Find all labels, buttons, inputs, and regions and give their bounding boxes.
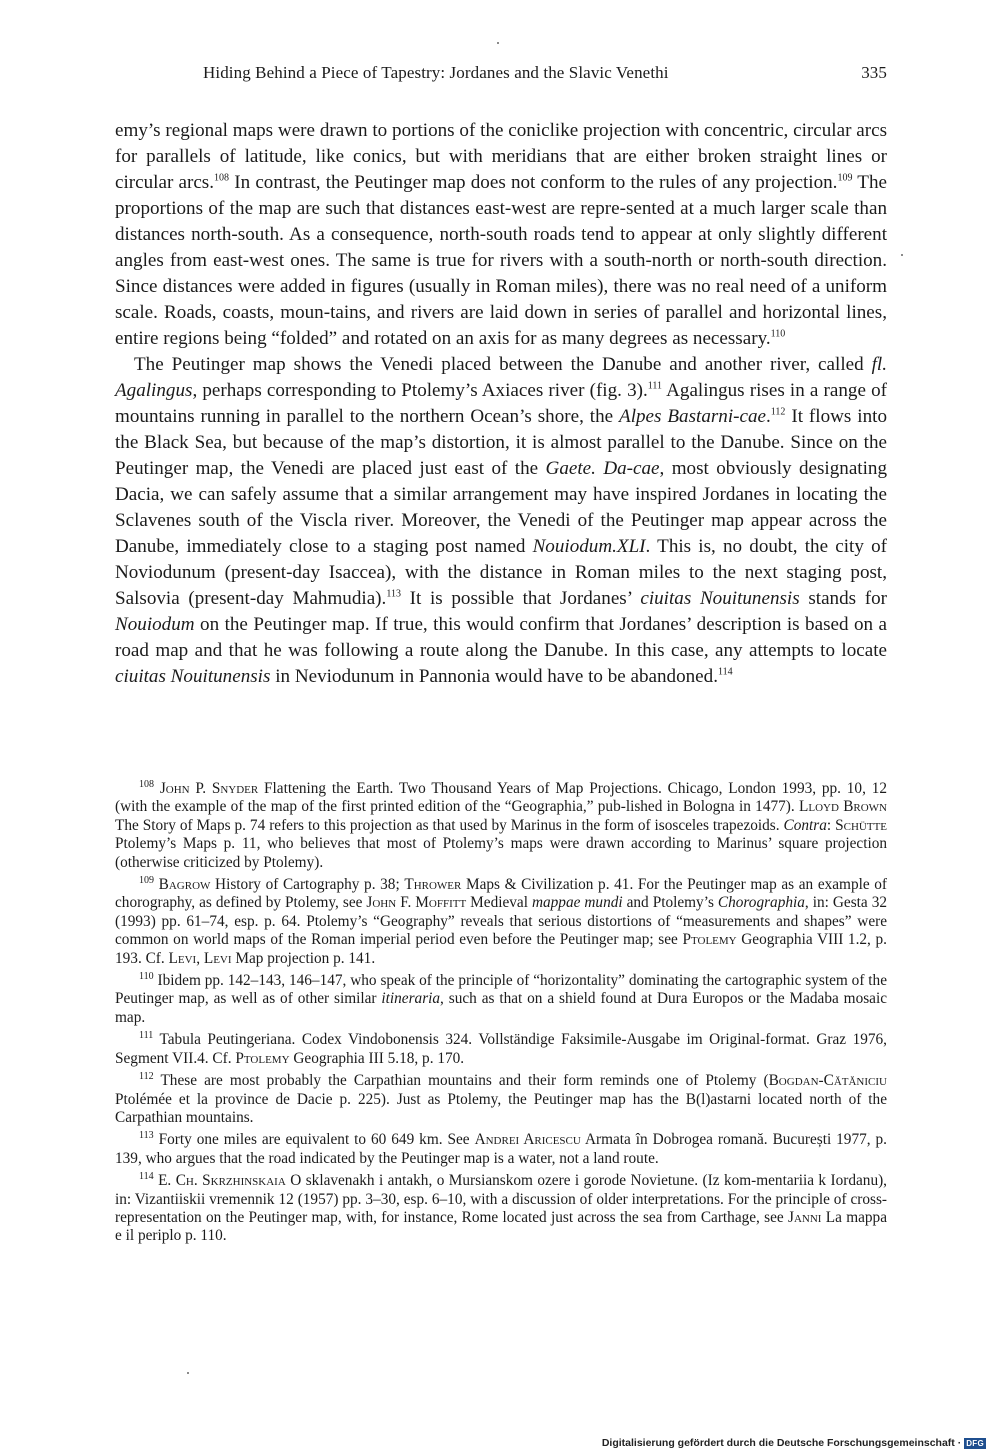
author-name: John F. Moffitt xyxy=(366,894,467,912)
paragraph-1 xyxy=(115,118,887,352)
text-run: , perhaps corresponding to Ptolemy’s Axiaces river (fig. 3). xyxy=(192,380,648,401)
text-run: , such as that on a shield found at Dura Europos or the Madaba mosaic map. xyxy=(115,990,888,1026)
text-run: Ptolémée et la province de Dacie p. 225). Just as Ptolemy, the Peutinger map has the B(l)astarni located north of the Carpathian mountains. xyxy=(115,1090,887,1126)
author-name: Lloyd Brown xyxy=(799,798,888,816)
text-run: Ptolemy’s Maps p. 11, who believes that most of Ptolemy’s maps were drawn according to Marinus’ square projection (otherwise criticized by Ptolemy). xyxy=(115,835,887,871)
footnote-110 xyxy=(115,972,887,1027)
running-title: Hiding Behind a Piece of Tapestry: Jordanes and the Slavic Venethi xyxy=(203,63,669,82)
dfg-logo-icon: DFG xyxy=(966,1438,984,1448)
text-run: . This is, no doubt, the city of Noviodunum (present-day Isaccea), with the distance in Roman miles to the next staging post, Salsovia (present-day Mahmudia). xyxy=(115,536,887,609)
author-name: Ch. Skrzhinskaia xyxy=(175,1172,286,1190)
italic-term: Nouiodum.XLI xyxy=(532,536,646,557)
italic-term: Nouiodum xyxy=(115,614,195,635)
author-name: Bagrow xyxy=(158,876,211,894)
footnote-number: 111 xyxy=(139,1030,154,1042)
main-text xyxy=(115,118,887,690)
text-run: La mappa e il periplo p. 110. xyxy=(115,1208,887,1245)
text-run: emy’s regional maps were drawn to portions of the coniclike projection with concentric, circular arcs for parallels of latitude, like conics, but with meridians that are either broken straight lines or circular arcs. xyxy=(115,120,887,193)
footnote-109 xyxy=(115,876,887,968)
author-name: Bogdan-Cătăniciu xyxy=(768,1072,887,1090)
footnote-ref: 112 xyxy=(770,406,786,418)
text-run: In contrast, the Peutinger map does not conform to the rules of any projection. xyxy=(229,172,838,193)
text-run: Medieval xyxy=(466,894,532,912)
footnote-ref: 111 xyxy=(647,380,663,392)
italic-term: Alpes Bastarni-cae xyxy=(619,406,767,427)
text-run: The Peutinger map shows the Venedi placed between the Danube and another river, called xyxy=(134,354,872,375)
text-run: . xyxy=(766,406,771,427)
scan-speck xyxy=(497,42,499,44)
author-name: Janni xyxy=(788,1208,822,1226)
footnote-number: 113 xyxy=(139,1130,154,1142)
text-run: and Ptolemy’s xyxy=(622,894,718,912)
footnote-number: 110 xyxy=(139,970,154,982)
text-run: History of Cartography p. 38; xyxy=(210,876,405,894)
author-name: Andrei Aricescu xyxy=(474,1131,581,1149)
footnote-114 xyxy=(115,1172,887,1246)
text-run: It is possible that Jordanes’ xyxy=(400,588,641,609)
page-number: 335 xyxy=(861,63,887,82)
text-run: , most obviously designating Dacia, we can safely assume that a similar arrangement may have inspired Jordanes in locating the Sclavenes south of the Viscla river. Moreover, the Venedi of the Peutinger map appear across the Danube, immediately close to a staging post named xyxy=(115,458,887,557)
author-name: Schütte xyxy=(835,816,888,834)
scan-speck xyxy=(187,1372,189,1374)
text-run: Forty one miles are equivalent to 60 649 km. See xyxy=(153,1131,475,1149)
footnote-108 xyxy=(115,780,887,872)
paragraph-2 xyxy=(115,352,887,690)
text-run: Tabula Peutingeriana. Codex Vindobonensis 324. Vollständige Faksimile-Ausgabe im Original-format. Graz 1976, Segment VII.4. Cf. xyxy=(115,1031,887,1067)
credit-text: Digitalisierung gefördert durch die Deutsche Forschungsgemeinschaft · xyxy=(601,1437,962,1449)
text-run: Map projection p. 141. xyxy=(231,949,376,967)
footnote-ref: 109 xyxy=(837,172,853,184)
text-run: stands for xyxy=(799,588,888,609)
text-run: : xyxy=(826,816,836,834)
italic-term: ciuitas Nouitunensis xyxy=(640,588,800,609)
italic-term: mappae mundi xyxy=(531,894,623,912)
text-run: Flattening the Earth. Two Thousand Years of Map Projections. Chicago, London 1993, pp. 10, 12 (with the example of the map of the first printed edition of the “Geographia,” pub-lished in Bologna in 1477). xyxy=(115,780,888,816)
author-name: John P. Snyder xyxy=(159,780,259,797)
footnote-ref: 108 xyxy=(214,172,230,184)
italic-term: ciuitas Nouitunensis xyxy=(115,666,271,687)
text-run: Geographia VIII 1.2, p. 193. Cf. xyxy=(115,931,887,967)
author-name: Thrower xyxy=(404,876,462,894)
text-run: in Neviodunum in Pannonia would have to be abandoned. xyxy=(270,666,718,687)
text-run: The proportions of the map are such that distances east-west are repre-sented at a much larger scale than distances north-south. As a consequence, north-south roads tend to appear at only slightly different angles from east-west ones. The same is true for rivers with a south-north or north-south direction. Since distances were added in figures (usually in Roman miles), there was no real need of a uniform scale. Roads, coasts, moun-tains, and rivers are laid down in series of parallel and horizontal lines, entire regions being “folded” and rotated on an axis for as many degrees as necessary. xyxy=(115,172,887,349)
author-name: Levi, Levi xyxy=(168,949,232,967)
digitization-credit xyxy=(602,1437,986,1449)
text-run: on the Peutinger map. If true, this would confirm that Jordanes’ description is based on a road map and that he was following a route along the Danube. In this case, any attempts to locate xyxy=(115,614,887,661)
text-run: O sklavenakh i antakh, o Mursianskom ozere i gorode Novietune. (Iz kom-mentariia k Iordanu), in: Vizantiiskii vremennik 12 (1957) pp. 3–30, esp. 6–10, with a discussion of older interpretations. For the principle of cross-representation on the Peutinger map, with, for instance, Rome located just across the sea from Carthage, see xyxy=(115,1172,888,1226)
text-run: Armata în Dobrogea romană. București 1977, p. 139, who argues that the road indicated by the Peutinger map is a water, not a land route. xyxy=(115,1131,888,1167)
footnote-number: 109 xyxy=(139,874,154,886)
author-name: Ptolemy xyxy=(235,1049,290,1067)
italic-term: fl. Agalingus xyxy=(115,354,887,401)
footnote-number: 108 xyxy=(139,778,154,790)
text-run: These are most probably the Carpathian mountains and their form reminds one of Ptolemy ( xyxy=(153,1072,769,1090)
author-name: Ptolemy xyxy=(682,931,737,949)
text-run: The Story of Maps p. 74 refers to this projection as that used by Marinus in the form of isosceles trapezoids. xyxy=(115,816,784,834)
text-run: Ibidem pp. 142–143, 146–147, who speak of the principle of “horizontality” dominating the cartographic system of the Peutinger map, as well as of other similar xyxy=(115,972,887,1008)
footnote-ref: 113 xyxy=(386,588,401,600)
text-run: It flows into the Black Sea, but because of the map’s distortion, it is almost parallel to the Danube. Since on the Peutinger map, the Venedi are placed just east of the xyxy=(115,406,887,479)
footnote-ref: 114 xyxy=(717,666,733,678)
text-run: , in: Gesta 32 (1993) pp. 61–74, esp. p. 64. Ptolemy’s “Geography” reveals that serious distortions of “measurements and shapes” were common on world maps of the Roman imperial period even before the Peutinger map; see xyxy=(115,894,887,949)
footnote-ref: 110 xyxy=(770,328,786,340)
text-run: E. xyxy=(153,1172,176,1190)
footnotes xyxy=(115,780,887,1250)
footnote-111 xyxy=(115,1031,887,1068)
italic-term: Gaete. Da-cae xyxy=(545,458,660,479)
text-run: Maps & Civilization p. 41. For the Peutinger map as an example of chorography, as defined by Ptolemy, see xyxy=(115,876,888,912)
text-run: Agalingus rises in a range of mountains running in parallel to the northern Ocean’s shore, the xyxy=(115,380,887,427)
footnote-number: 112 xyxy=(139,1071,154,1082)
italic-term: Contra xyxy=(783,816,827,834)
footnote-113 xyxy=(115,1131,887,1168)
text-run: Geographia III 5.18, p. 170. xyxy=(289,1049,465,1067)
italic-term: itineraria xyxy=(381,990,441,1008)
footnote-112 xyxy=(115,1072,887,1127)
footnote-number: 114 xyxy=(139,1171,154,1183)
italic-term: Chorographia xyxy=(717,894,805,912)
scan-speck xyxy=(901,254,903,256)
